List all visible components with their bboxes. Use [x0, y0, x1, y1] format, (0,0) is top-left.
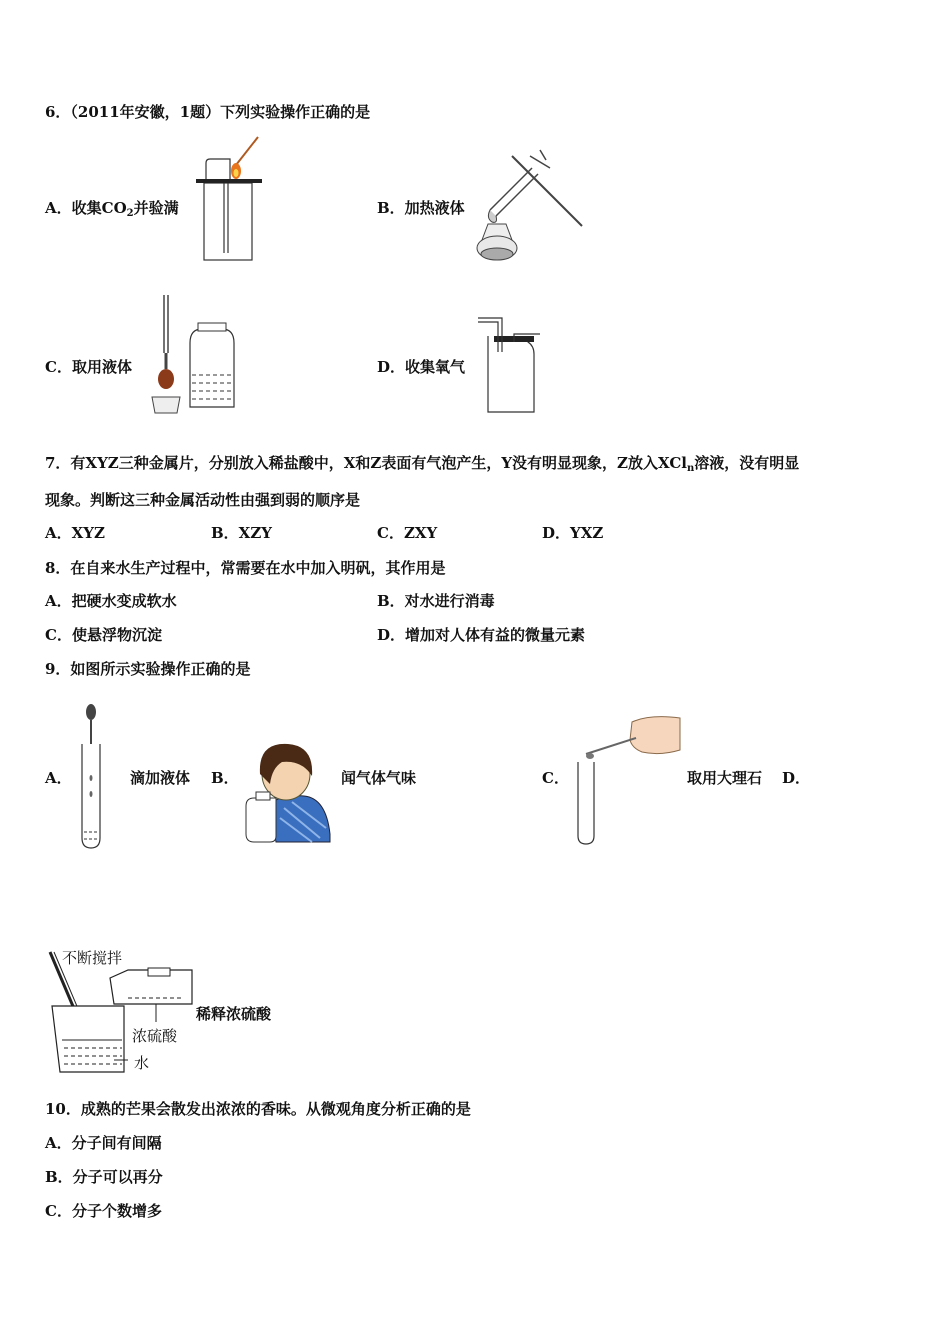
q8-option-b: B．对水进行消毒 [377, 592, 495, 610]
q10-stem: 10．成熟的芒果会散发出浓浓的香味。从微观角度分析正确的是 [45, 1100, 471, 1118]
q7-option-b: B．XZY [211, 524, 272, 542]
q9-option-a-letter: A． [45, 769, 72, 787]
q9-option-d-letter: D． [782, 769, 811, 787]
q8-stem: 8．在自来水生产过程中，常需要在水中加入明矾，其作用是 [45, 559, 446, 577]
q6-option-b: B．加热液体 [377, 199, 465, 217]
q6-option-a: A．收集$CO_2$并验满 [45, 199, 179, 219]
q6-d-figure [474, 312, 544, 416]
q10-option-c: C．分子个数增多 [45, 1202, 162, 1220]
q9-a-figure [78, 702, 104, 850]
q9-option-b-letter: B． [211, 769, 239, 787]
q8-option-a: A．把硬水变成软水 [45, 592, 177, 610]
q9-option-c-letter: C． [542, 769, 569, 787]
q6-option-d: D．收集氧气 [377, 358, 466, 376]
q8-option-d: D．增加对人体有益的微量元素 [377, 626, 586, 644]
q7-option-a: A．XYZ [45, 524, 105, 542]
q10-option-a: A．分子间有间隔 [45, 1134, 162, 1152]
q9-option-c-label: 取用大理石 [687, 769, 763, 787]
q9-stem: 9．如图所示实验操作正确的是 [45, 660, 251, 678]
q9-option-b-label: 闻气体气味 [341, 769, 417, 787]
q8-option-c: C．使悬浮物沉淀 [45, 626, 162, 644]
q6-c-figure [150, 293, 240, 415]
q6-option-c: C．取用液体 [45, 358, 132, 376]
q9-d-fig-water-label: 水 [134, 1054, 150, 1072]
q9-d-figure [44, 948, 196, 1078]
q10-option-b: B．分子可以再分 [45, 1168, 163, 1186]
q6-b-figure [470, 148, 590, 266]
q6-stem: 6．（2011年安徽，1题）下列实验操作正确的是 [45, 103, 371, 121]
q9-d-fig-stir-label: 不断搅拌 [62, 949, 123, 967]
q6-a-figure [192, 135, 267, 265]
q9-option-d-label: 稀释浓硫酸 [196, 1005, 272, 1023]
q7-option-c: C．ZXY [377, 524, 438, 542]
q9-option-a-label: 滴加液体 [130, 769, 191, 787]
q9-b-figure [242, 738, 334, 848]
q7-stem-line1: 7．有XYZ三种金属片，分别放入稀盐酸中，X和Z表面有气泡产生，Y没有明显现象，Z放入XCl$_n$溶液，没有明显 [45, 454, 800, 474]
q7-option-d: D．YXZ [542, 524, 604, 542]
q9-d-fig-acid-label: 浓硫酸 [132, 1027, 178, 1045]
q9-c-figure [572, 712, 684, 850]
q7-stem-line2: 现象。判断这三种金属活动性由强到弱的顺序是 [45, 491, 361, 509]
